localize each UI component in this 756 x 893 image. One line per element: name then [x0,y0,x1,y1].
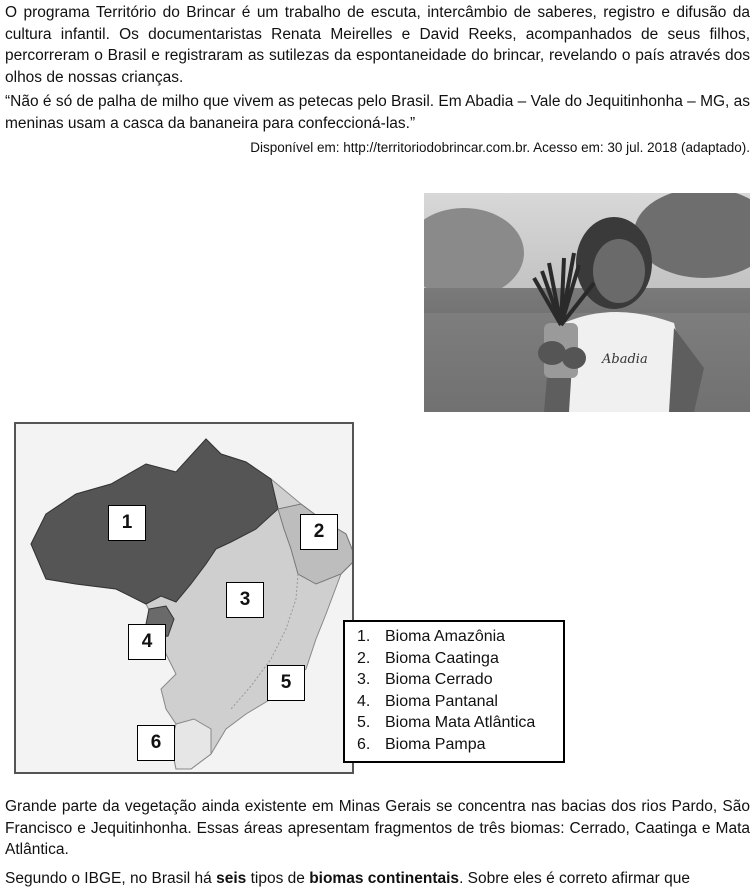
map-label-3: 3 [226,582,264,618]
shirt-text: Abadia [602,352,648,367]
legend-item: 2. Bioma Caatinga [357,649,499,667]
bottom-paragraph: Grande parte da vegetação ainda existente em Minas Gerais se concentra nas bacias dos rios Pardo, São Francisco e Jequitinhonha. Essas áreas apresentam fragmentos de três biomas: Cerrado, Caatinga e Mata Atlântica. [5,798,750,858]
quote-paragraph: “Não é só de palha de milho que vivem as petecas pelo Brasil. Em Abadia – Vale do Jequitinhonha – MG, as meninas usam a casca da bananeira para confeccioná-las.” [5,93,751,132]
legend-item: 5. Bioma Mata Atlântica [357,714,536,731]
legend-item: 1. Bioma Amazônia [357,628,506,645]
intro-paragraph: O programa Território do Brincar é um trabalho de escuta, intercâmbio de saberes, registro e difusão da cultura infantil. Os documentaristas Renata Meirelles e David Reeks, acompanhados de seus filhos, percorreram o Brasil e registraram as sutilezas da espontaneidade do brincar, revelando o país através dos olhos de nossas crianças. [5,4,750,86]
legend-item: 6. Bioma Pampa [357,735,486,753]
biome-legend [343,620,565,763]
map-label-2: 2 [300,514,338,550]
source-citation: Disponível em: http://territoriodobrincar.com.br. Acesso em: 30 jul. 2018 (adaptado). [250,140,750,155]
legend-item: 4. Bioma Pantanal [357,692,498,710]
map-label-4: 4 [128,624,166,660]
brazil-biomes-map [14,422,354,774]
legend-item: 3. Bioma Cerrado [357,671,493,688]
map-label-6: 6 [137,725,175,761]
map-label-5: 5 [267,665,305,701]
photo-girl-with-peteca [424,193,750,412]
question-stem: Segundo o IBGE, no Brasil há seis tipos de biomas continentais. Sobre eles é correto afirmar que [5,870,690,887]
map-label-1: 1 [108,505,146,541]
